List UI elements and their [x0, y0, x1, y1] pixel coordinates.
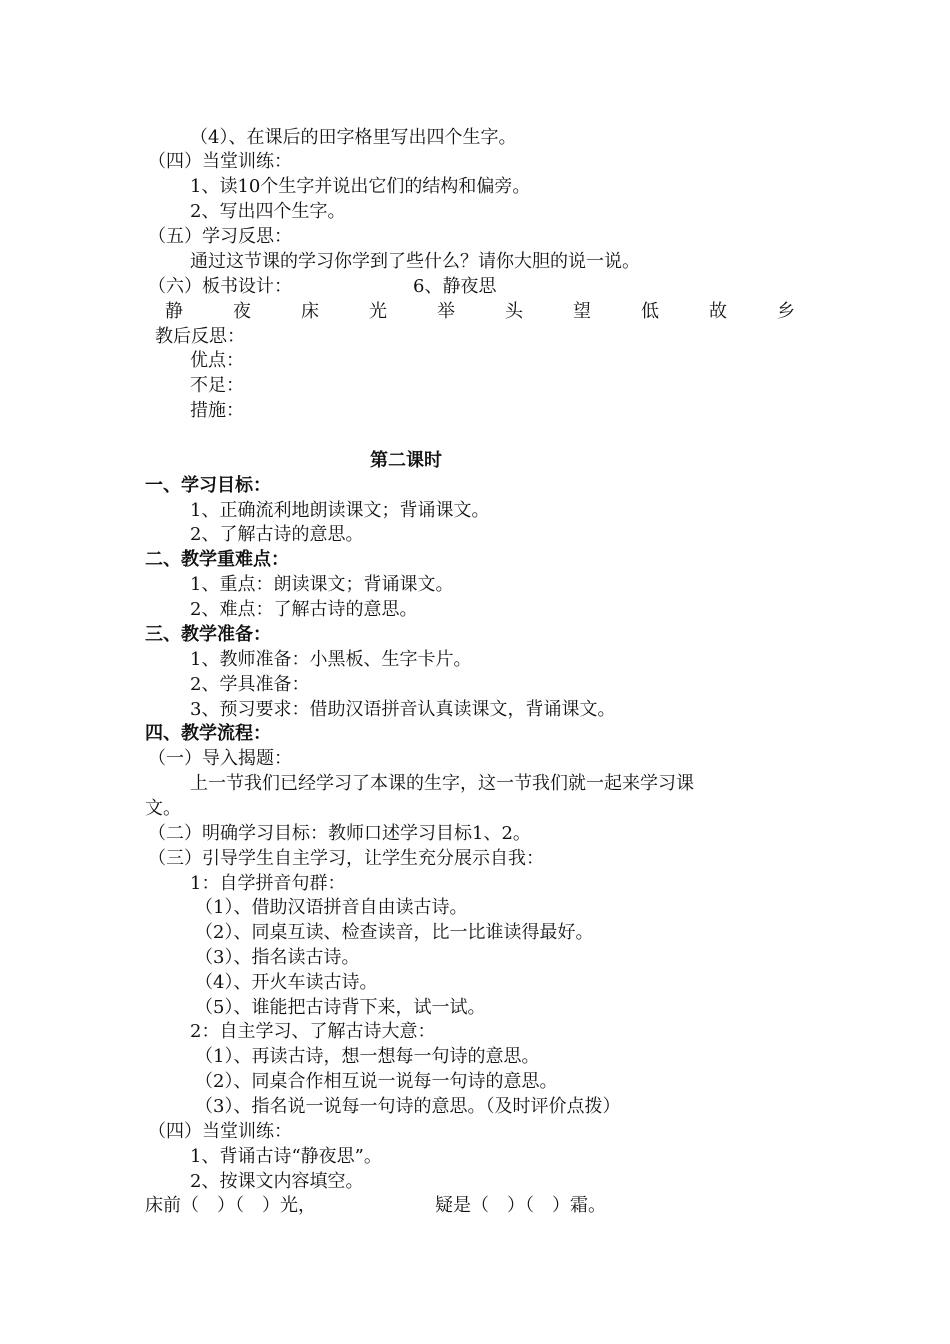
board-char: 夜 [233, 301, 251, 322]
board-characters [165, 300, 795, 324]
text-line: （1）、再读古诗，想一想每一句诗的意思。 [195, 1046, 540, 1067]
text-line: 1、教师准备：小黑板、生字卡片。 [190, 649, 472, 670]
text-line: （5）、谁能把古诗背下来，试一试。 [195, 997, 486, 1018]
fill-blank-line: 疑是（ ）（ ）霜。 [435, 1195, 606, 1216]
text-line: 文。 [145, 798, 181, 819]
board-char: 低 [641, 301, 659, 322]
board-title: 6、静夜思 [413, 276, 497, 297]
section-heading: （二）明确学习目标：教师口述学习目标1、2。 [148, 823, 531, 844]
text-line: 1：自学拼音句群： [190, 873, 346, 894]
text-line: 2、难点：了解古诗的意思。 [190, 599, 418, 620]
text-line: 2、按课文内容填空。 [190, 1171, 364, 1192]
text-line: （2）、同桌合作相互说一说每一句诗的意思。 [195, 1071, 558, 1092]
text-line: 1、读10个生字并说出它们的结构和偏旁。 [190, 176, 531, 197]
board-char: 头 [505, 301, 523, 322]
text-line: （3）、指名读古诗。 [195, 947, 360, 968]
section-heading: （六）板书设计： [148, 276, 292, 297]
text-line: 1、重点：朗读课文；背诵课文。 [190, 574, 454, 595]
text-line: 2、了解古诗的意思。 [190, 524, 364, 545]
text-line: 2、写出四个生字。 [190, 201, 346, 222]
text-line: （4）、开火车读古诗。 [195, 972, 378, 993]
text-line: （2）、同桌互读、检查读音，比一比谁读得最好。 [195, 922, 594, 943]
text-line: 1、背诵古诗“静夜思”。 [190, 1146, 382, 1167]
section-heading: 二、教学重难点： [145, 549, 289, 570]
page-title: 第二课时 [370, 450, 442, 471]
text-line: （1）、借助汉语拼音自由读古诗。 [195, 897, 468, 918]
text-line: 1、正确流利地朗读课文；背诵课文。 [190, 500, 490, 521]
text-line: （3）、指名说一说每一句诗的意思。（及时评价点拨） [195, 1096, 621, 1117]
board-char: 举 [437, 301, 455, 322]
section-heading: 教后反思： [155, 326, 245, 347]
text-line: （4）、在课后的田字格里写出四个生字。 [190, 127, 517, 148]
text-line: 不足： [190, 375, 244, 396]
text-line: 优点： [190, 350, 244, 371]
section-heading: （一）导入揭题： [148, 748, 292, 769]
text-line: 上一节我们已经学习了本课的生字，这一节我们就一起来学习课 [190, 773, 694, 794]
board-char: 故 [709, 301, 727, 322]
board-char: 床 [301, 301, 319, 322]
text-line: 2：自主学习、了解古诗大意： [190, 1021, 436, 1042]
board-char: 静 [165, 301, 183, 322]
section-heading: （四）当堂训练： [148, 1121, 292, 1142]
section-heading: （五）学习反思： [148, 226, 292, 247]
section-heading: 一、学习目标： [145, 475, 271, 496]
section-heading: 四、教学流程： [145, 723, 271, 744]
text-line: 措施： [190, 400, 244, 421]
board-char: 乡 [777, 301, 795, 322]
board-char: 望 [573, 301, 591, 322]
fill-blank-line: 床前（ ）（ ）光， [145, 1195, 316, 1216]
section-heading: （四）当堂训练： [148, 151, 292, 172]
board-char: 光 [369, 301, 387, 322]
text-line: 2、学具准备： [190, 674, 310, 695]
section-heading: （三）引导学生自主学习，让学生充分展示自我： [148, 848, 544, 869]
text-line: 3、预习要求：借助汉语拼音认真读课文，背诵课文。 [190, 699, 616, 720]
section-heading: 三、教学准备： [145, 624, 271, 645]
text-line: 通过这节课的学习你学到了些什么？请你大胆的说一说。 [190, 251, 640, 272]
